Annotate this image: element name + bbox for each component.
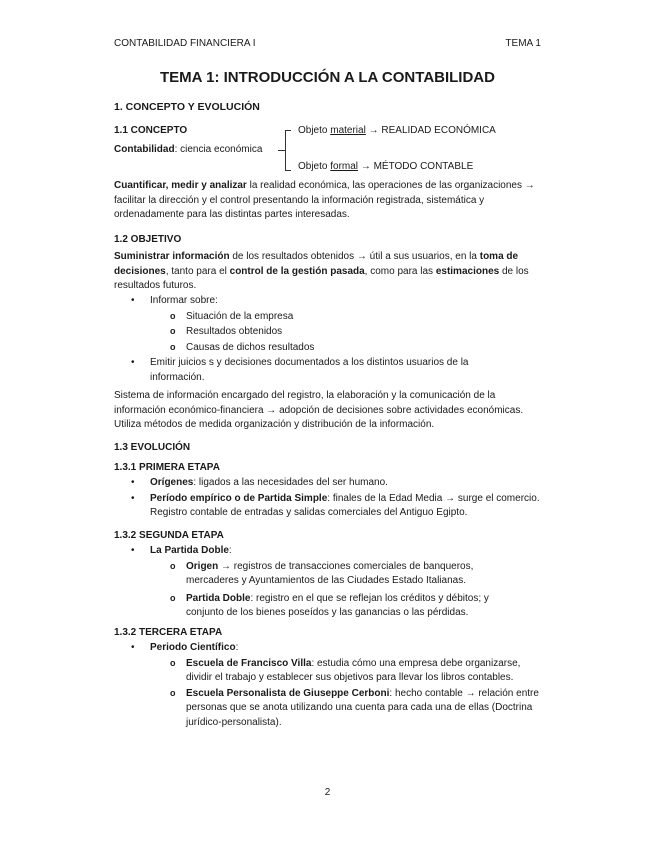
sub-bullet-text: : registro en el que se reflejan los créditos y débitos; y conjunto de los bienes poseídos y las ganancias o las pérdidas. <box>186 592 489 619</box>
object-formal-underlined: formal <box>330 161 359 172</box>
sub-bullet-text: → registros de transacciones comerciales de banqueros, mercaderes y Ayuntamientos de las Ciudades Estado Italianas. <box>186 560 474 587</box>
bullet-bold: Orígenes <box>150 477 194 488</box>
section-1-2-heading: 1.2 OBJETIVO <box>114 234 182 245</box>
sub-bullet-bold: Escuela Personalista de Giuseppe Cerboni <box>186 687 390 699</box>
list-item <box>114 325 546 340</box>
object-material <box>298 124 538 139</box>
sub-bullet-bold: Origen <box>186 560 219 572</box>
objective-text-4: de los resultados futuros. <box>114 265 529 292</box>
objective-paragraph <box>114 250 546 294</box>
brace-bottom <box>285 170 291 171</box>
objective-text-3: , como para las <box>364 265 436 277</box>
page-title: TEMA 1: INTRODUCCIÓN A LA CONTABILIDAD <box>160 69 495 86</box>
object-material-result: → REALIDAD ECONÓMICA <box>365 125 496 136</box>
brace-connector <box>278 150 285 151</box>
bullet-bold: Periodo Científico <box>150 642 236 653</box>
concept-paragraph <box>114 179 546 223</box>
third-stage-list <box>114 641 546 731</box>
sub-bullet-bold: Escuela de Francisco Villa <box>186 657 312 669</box>
objective-bold-1: Suministrar información <box>114 251 230 262</box>
concept-term: Contabilidad <box>114 144 175 155</box>
brace-line <box>285 130 292 170</box>
list-item <box>114 341 546 356</box>
bullet-bold: Período empírico o de Partida Simple <box>150 492 328 504</box>
objective-bold-4: estimaciones <box>435 265 500 277</box>
brace-top <box>285 130 291 131</box>
concept-definition <box>114 143 284 158</box>
bullet-text: Informar sobre: <box>150 295 218 306</box>
bullet-text: : ligados a las necesidades del ser humano. <box>193 477 388 488</box>
objective-text-1: de los resultados obtenidos → útil a sus usuarios, en la <box>229 251 480 262</box>
object-material-underlined: material <box>330 125 366 136</box>
section-1-3-heading: 1.3 EVOLUCIÓN <box>114 442 191 453</box>
objective-bold-3: control de la gestión pasada <box>229 265 365 277</box>
list-item <box>114 356 510 385</box>
sub-bullet-text: : hecho contable → relación entre personas que se anota utilizando una cuenta para cada una de ellas (Doctrina jurídico-personalista). <box>186 687 539 728</box>
list-item <box>114 560 476 589</box>
objective-text-2: , tanto para el <box>165 265 230 277</box>
concept-paragraph-bold: Cuantificar, medir y analizar <box>114 180 247 191</box>
section-1-3-2-heading: 1.3.2 SEGUNDA ETAPA <box>114 530 224 541</box>
bullet-text: : <box>235 642 239 653</box>
object-material-prefix: Objeto <box>298 125 331 136</box>
list-item <box>114 310 546 325</box>
first-stage-list <box>114 476 546 521</box>
bullet-text: : <box>228 545 232 556</box>
list-item <box>114 657 546 686</box>
list-item <box>114 492 546 521</box>
section-1-3-3-heading: 1.3.2 TERCERA ETAPA <box>114 627 223 638</box>
sub-bullet-text: Situación de la empresa <box>186 310 294 322</box>
page-number: 2 <box>324 787 331 798</box>
list-item <box>114 687 546 731</box>
list-item <box>114 641 546 656</box>
header-left: CONTABILIDAD FINANCIERA I <box>114 38 256 49</box>
object-formal-prefix: Objeto <box>298 161 331 172</box>
header-right: TEMA 1 <box>505 38 541 49</box>
sub-bullet-bold: Partida Doble <box>186 592 251 604</box>
objective-paragraph-2: Sistema de información encargado del registro, la elaboración y la comunicación de la información económico-financiera → adopción de decisiones sobre actividades económicas. Utiliza métodos de medida organización y distribución de la información. <box>114 390 524 431</box>
concept-term-rest: : ciencia económica <box>174 144 263 155</box>
bullet-bold: La Partida Doble <box>150 545 229 556</box>
object-formal <box>298 160 538 175</box>
list-item <box>114 592 516 621</box>
section-1-heading: 1. CONCEPTO Y EVOLUCIÓN <box>114 101 260 113</box>
sub-bullet-text: Causas de dichos resultados <box>186 341 315 353</box>
second-stage-list <box>114 544 546 621</box>
objective-list <box>114 294 546 386</box>
list-item <box>114 294 546 309</box>
concept-paragraph-text: la realidad económica, las operaciones de las organizaciones → facilitar la dirección y el control presentando la información registrada, sistemática y ordenadamente para las distintas partes interesadas. <box>114 180 535 221</box>
bullet-text: : finales de la Edad Media → surge el comercio. Registro contable de entradas y salidas comerciales del Antiguo Egipto. <box>150 492 540 519</box>
section-1-3-1-heading: 1.3.1 PRIMERA ETAPA <box>114 462 220 473</box>
bullet-text: Emitir juicios s y decisiones documentados a los distintos usuarios de la información. <box>150 357 469 383</box>
list-item <box>114 476 546 491</box>
list-item <box>114 544 546 559</box>
sub-bullet-text: : estudia cómo una empresa debe organizarse, dividir el trabajo y establecer sus objetivos para llevar los libros contables. <box>186 657 521 684</box>
section-1-1-heading: 1.1 CONCEPTO <box>114 125 188 136</box>
objective-bold-2: toma de decisiones <box>114 251 519 277</box>
object-formal-result: → MÉTODO CONTABLE <box>358 161 474 172</box>
sub-bullet-text: Resultados obtenidos <box>186 326 283 338</box>
